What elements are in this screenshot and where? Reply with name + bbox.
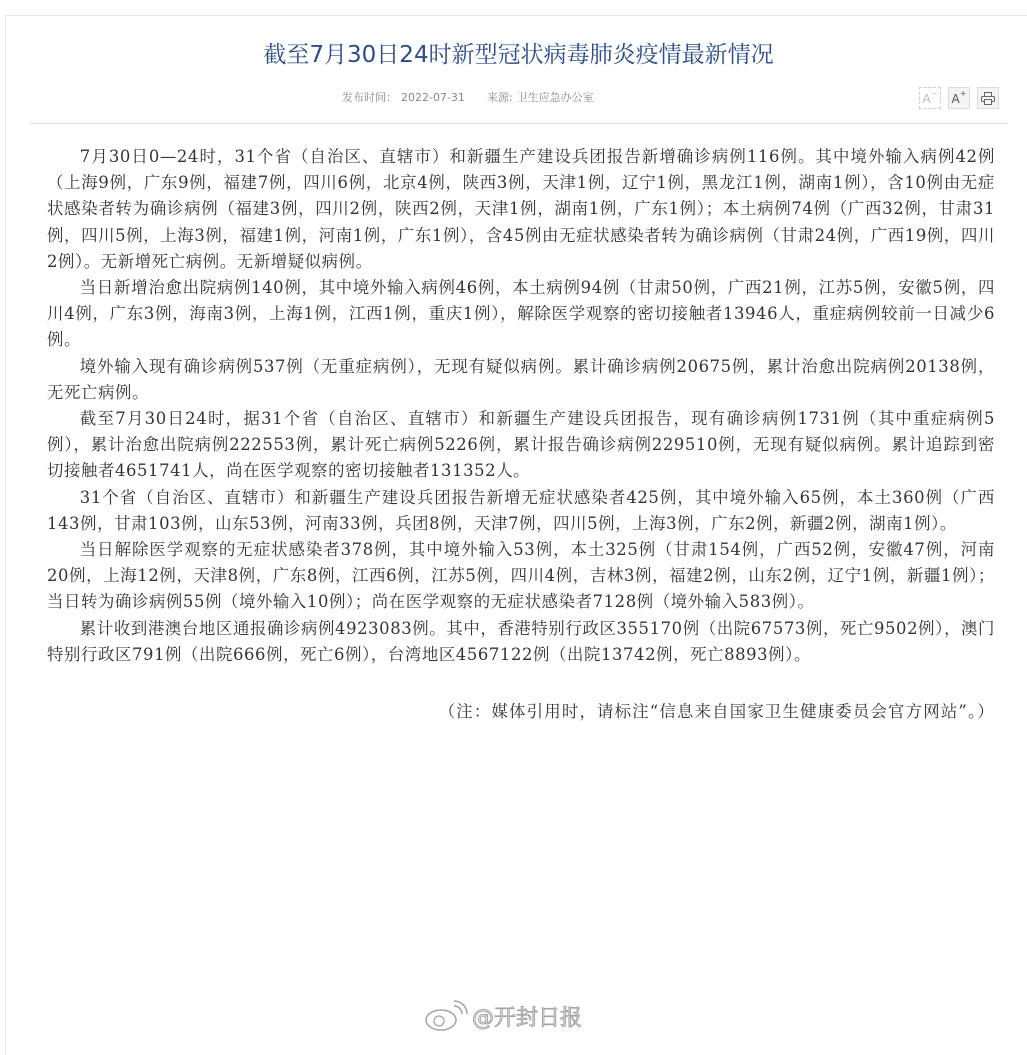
article-body (47, 144, 995, 725)
font-decrease-icon: A− (922, 88, 938, 106)
paragraph-hk-macao-taiwan: 累计收到港澳台地区通报确诊病例4923083例。其中，香港特别行政区355170例（出院67573例，死亡9502例），澳门特别行政区791例（出院666例，死亡6例），台湾地区4567122例（出院13742例，死亡8893例）。 (47, 618, 995, 664)
paragraph-imported-current: 境外输入现有确诊病例537例（无重症病例），无现有疑似病例。累计确诊病例20675例，累计治愈出院病例20138例，无死亡病例。 (47, 356, 995, 402)
paragraph-asymptomatic-released: 当日解除医学观察的无症状感染者378例，其中境外输入53例，本土325例（甘肃154例，广西52例，安徽47例，河南20例，上海12例，天津8例，广东8例，江西6例，江苏5例，四川4例，吉林3例，福建2例，山东2例，辽宁1例，新疆1例）；当日转为确诊病例55例（境外输入10例）；尚在医学观察的无症状感染者7128例（境外输入583例）。 (47, 540, 995, 612)
publish-time-label: 发布时间： (342, 91, 397, 104)
watermark-text: @开封日报 (472, 1005, 583, 1031)
print-button[interactable] (977, 87, 999, 109)
watermark (424, 1000, 582, 1032)
source-label: 来源: (486, 91, 513, 104)
font-decrease-button[interactable] (919, 87, 941, 109)
weibo-icon (424, 1000, 468, 1032)
printer-icon (981, 92, 995, 105)
source-value: 卫生应急办公室 (516, 91, 594, 104)
page-title: 截至7月30日24时新型冠状病毒肺炎疫情最新情况 (263, 42, 774, 68)
citation-note: （注：媒体引用时，请标注“信息来自国家卫生健康委员会官方网站”。） (438, 702, 995, 722)
article-toolbar (919, 87, 999, 109)
paragraph-cumulative: 截至7月30日24时，据31个省（自治区、直辖市）和新疆生产建设兵团报告，现有确诊病例1731例（其中重症病例5例），累计治愈出院病例222553例，累计死亡病例5226例，累计报告确诊病例229510例，无现有疑似病例。累计追踪到密切接触者4651741人，尚在医学观察的密切接触者131352人。 (47, 409, 995, 481)
paragraph-new-confirmed: 7月30日0—24时，31个省（自治区、直辖市）和新疆生产建设兵团报告新增确诊病例116例。其中境外输入病例42例（上海9例，广东9例，福建7例，四川6例，北京4例，陕西3例，天津1例，辽宁1例，黑龙江1例，湖南1例），含10例由无症状感染者转为确诊病例（福建3例，四川2例，陕西2例，天津1例，湖南1例，广东1例）；本土病例74例（广西32例，甘肃31例，四川5例，上海3例，福建1例，河南1例，广东1例），含45例由无症状感染者转为确诊病例（甘肃24例，广西19例，四川2例）。无新增死亡病例。无新增疑似病例。 (47, 147, 995, 271)
header-divider (30, 123, 1008, 124)
paragraph-asymptomatic-new: 31个省（自治区、直辖市）和新疆生产建设兵团报告新增无症状感染者425例，其中境外输入65例，本土360例（广西143例，甘肃103例，山东53例，河南33例，兵团8例，天津7例，四川5例，上海3例，广东2例，新疆2例，湖南1例）。 (47, 487, 995, 533)
paragraph-recovered: 当日新增治愈出院病例140例，其中境外输入病例46例，本土病例94例（甘肃50例，广西21例，江苏5例，安徽5例，四川4例，广东3例，海南3例，上海1例，江西1例，重庆1例），解除医学观察的密切接触者13946人，重症病例较前一日减少6例。 (47, 278, 995, 350)
font-increase-button[interactable] (948, 87, 970, 109)
font-increase-icon: A+ (951, 88, 967, 106)
publish-date: 2022-07-31 (401, 91, 465, 104)
article-meta (342, 89, 598, 105)
